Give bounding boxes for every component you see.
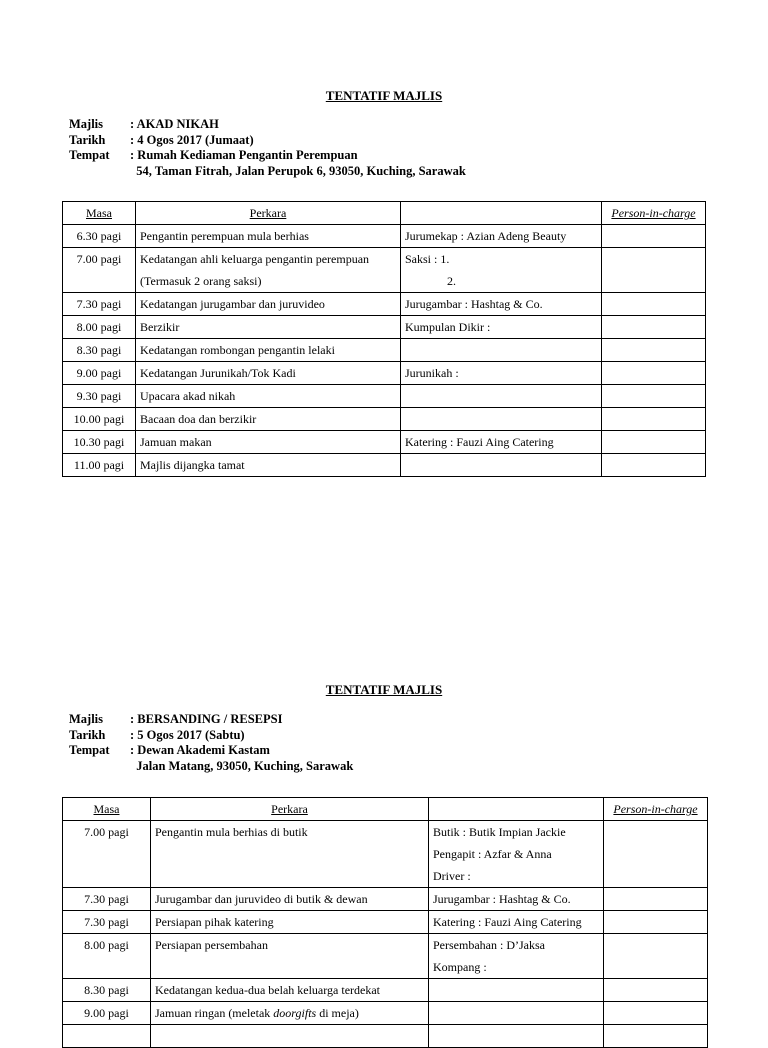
detail-line: [405, 385, 597, 407]
detail-cell: [429, 888, 604, 911]
detail-line: Butik : Butik Impian Jackie: [433, 825, 566, 839]
activity-line: Bacaan doa dan berzikir: [140, 412, 257, 426]
detail-cell: [429, 911, 604, 934]
activity-line: Kedatangan kedua-dua belah keluarga terdekat: [155, 983, 380, 997]
person-in-charge-cell: [602, 408, 706, 431]
column-header: Perkara: [136, 202, 401, 225]
person-in-charge-cell: [602, 362, 706, 385]
info-value: 54, Taman Fitrah, Jalan Perupok 6, 93050, Kuching, Sarawak: [130, 163, 466, 178]
person-in-charge-cell: [604, 979, 708, 1002]
detail-line: Kumpulan Dikir :: [405, 320, 491, 334]
activity-line: Kedatangan jurugambar dan juruvideo: [140, 297, 325, 311]
detail-cell: [429, 1002, 604, 1025]
activity-cell: [136, 316, 401, 339]
detail-line: Persembahan : D’Jaksa: [433, 938, 545, 952]
activity-line: Kedatangan rombongan pengantin lelaki: [140, 343, 335, 357]
time-cell: 7.30 pagi: [63, 888, 151, 911]
column-header: Masa: [63, 202, 136, 225]
schedule-table: [62, 797, 708, 1048]
detail-cell: [429, 1025, 604, 1048]
table-row: [63, 293, 706, 316]
column-header: Person-in-charge: [604, 798, 708, 821]
detail-line: Jurugambar : Hashtag & Co.: [433, 892, 571, 906]
schedule-table: [62, 201, 706, 477]
detail-line: [405, 339, 597, 361]
person-in-charge-cell: [602, 225, 706, 248]
person-in-charge-cell: [602, 316, 706, 339]
person-in-charge-cell: [602, 293, 706, 316]
person-in-charge-cell: [604, 934, 708, 979]
info-value: : AKAD NIKAH: [130, 117, 219, 131]
person-in-charge-cell: [602, 454, 706, 477]
activity-line: (Termasuk 2 orang saksi): [140, 274, 262, 288]
person-in-charge-cell: [602, 248, 706, 293]
activity-cell: [151, 1002, 429, 1025]
person-in-charge-cell: [604, 888, 708, 911]
activity-line: Jamuan makan: [140, 435, 212, 449]
detail-cell: [401, 385, 602, 408]
info-value: : BERSANDING / RESEPSI: [130, 712, 283, 726]
detail-line: Jurugambar : Hashtag & Co.: [405, 297, 543, 311]
detail-cell: [429, 821, 604, 888]
time-cell: 9.00 pagi: [63, 362, 136, 385]
info-label: Tempat: [69, 743, 110, 757]
activity-line: Pengantin perempuan mula berhias: [140, 229, 309, 243]
detail-cell: [401, 293, 602, 316]
time-cell: 9.30 pagi: [63, 385, 136, 408]
table-row: [63, 454, 706, 477]
info-label: Tarikh: [69, 132, 106, 147]
column-header: Perkara: [151, 798, 429, 821]
time-cell: 10.00 pagi: [63, 408, 136, 431]
person-in-charge-cell: [604, 1025, 708, 1048]
activity-cell: [136, 225, 401, 248]
detail-line: Driver :: [433, 869, 471, 883]
activity-line: Majlis dijangka tamat: [140, 458, 245, 472]
activity-cell: [136, 339, 401, 362]
detail-line: [405, 408, 597, 430]
detail-line: Kompang :: [433, 960, 487, 974]
time-cell: 7.30 pagi: [63, 911, 151, 934]
activity-cell: [136, 385, 401, 408]
info-value: : 5 Ogos 2017 (Sabtu): [130, 727, 245, 742]
activity-line: Persiapan pihak katering: [155, 915, 274, 929]
table-row: [63, 888, 708, 911]
activity-line: Pengantin mula berhias di butik: [155, 825, 308, 839]
time-cell: 8.30 pagi: [63, 979, 151, 1002]
table-row: [63, 316, 706, 339]
activity-cell: [151, 934, 429, 979]
column-header: Masa: [63, 798, 151, 821]
time-cell: 7.00 pagi: [63, 821, 151, 888]
activity-line: Kedatangan Jurunikah/Tok Kadi: [140, 366, 296, 380]
detail-line: [433, 1002, 599, 1024]
table-header-row: [63, 202, 706, 225]
table-row: [63, 248, 706, 293]
time-cell: 8.00 pagi: [63, 934, 151, 979]
time-cell: [63, 1025, 151, 1048]
table-row: [63, 362, 706, 385]
info-value: : Rumah Kediaman Pengantin Perempuan: [130, 148, 358, 162]
info-label: Majlis: [69, 712, 104, 726]
column-header: [401, 202, 602, 225]
table-row: [63, 339, 706, 362]
detail-cell: [401, 408, 602, 431]
info-value: Jalan Matang, 93050, Kuching, Sarawak: [130, 758, 354, 773]
person-in-charge-cell: [602, 339, 706, 362]
detail-line: 2.: [447, 274, 456, 288]
detail-cell: [429, 934, 604, 979]
time-cell: 6.30 pagi: [63, 225, 136, 248]
table-row: [63, 1002, 708, 1025]
time-cell: 11.00 pagi: [63, 454, 136, 477]
detail-cell: [429, 979, 604, 1002]
table-row: [63, 385, 706, 408]
person-in-charge-cell: [602, 431, 706, 454]
time-cell: 7.00 pagi: [63, 248, 136, 293]
activity-cell: [136, 454, 401, 477]
activity-cell: [151, 911, 429, 934]
section-title: TENTATIF MAJLIS: [325, 682, 443, 697]
event-info: [69, 117, 466, 179]
table-row: [63, 979, 708, 1002]
activity-cell: [136, 408, 401, 431]
info-label: Tempat: [69, 148, 110, 162]
info-label: [69, 759, 130, 775]
detail-cell: [401, 316, 602, 339]
table-row: [63, 911, 708, 934]
detail-line: [405, 454, 597, 476]
detail-cell: [401, 431, 602, 454]
activity-line: Jamuan ringan (meletak doorgifts di meja): [155, 1006, 359, 1020]
table-row: [63, 1025, 708, 1048]
activity-cell: [151, 821, 429, 888]
activity-cell: [136, 431, 401, 454]
activity-cell: [151, 979, 429, 1002]
table-row: [63, 431, 706, 454]
info-label: Tarikh: [69, 727, 106, 742]
activity-line: Upacara akad nikah: [140, 389, 236, 403]
activity-cell: [151, 1025, 429, 1048]
activity-cell: [136, 362, 401, 385]
person-in-charge-cell: [602, 385, 706, 408]
column-header: [429, 798, 604, 821]
detail-line: [433, 979, 599, 1001]
detail-line: Jurumekap : Azian Adeng Beauty: [405, 229, 567, 243]
detail-cell: [401, 248, 602, 293]
detail-cell: [401, 454, 602, 477]
detail-cell: [401, 225, 602, 248]
activity-cell: [151, 888, 429, 911]
person-in-charge-cell: [604, 821, 708, 888]
person-in-charge-cell: [604, 1002, 708, 1025]
detail-line: Katering : Fauzi Aing Catering: [405, 435, 554, 449]
detail-cell: [401, 362, 602, 385]
activity-cell: [136, 248, 401, 293]
detail-cell: [401, 339, 602, 362]
time-cell: 8.00 pagi: [63, 316, 136, 339]
table-row: [63, 408, 706, 431]
info-value: : 4 Ogos 2017 (Jumaat): [130, 132, 254, 147]
detail-line: Saksi : 1.: [405, 252, 450, 266]
activity-line: Kedatangan ahli keluarga pengantin perempuan: [140, 252, 370, 266]
section-title: TENTATIF MAJLIS: [325, 88, 443, 103]
detail-line: Jurunikah :: [405, 366, 459, 380]
activity-line: Berzikir: [140, 320, 180, 334]
time-cell: 7.30 pagi: [63, 293, 136, 316]
activity-line: Jurugambar dan juruvideo di butik & dewan: [155, 892, 368, 906]
detail-line: Katering : Fauzi Aing Catering: [433, 915, 582, 929]
table-row: [63, 821, 708, 888]
activity-line: Persiapan persembahan: [155, 938, 268, 952]
activity-cell: [136, 293, 401, 316]
event-info: [69, 712, 353, 774]
info-label: Majlis: [69, 117, 104, 131]
detail-line: Pengapit : Azfar & Anna: [433, 847, 552, 861]
activity-line: [155, 1025, 424, 1047]
time-cell: 9.00 pagi: [63, 1002, 151, 1025]
detail-line: [433, 1025, 599, 1047]
info-value: : Dewan Akademi Kastam: [130, 743, 270, 757]
table-row: [63, 934, 708, 979]
person-in-charge-cell: [604, 911, 708, 934]
column-header: Person-in-charge: [602, 202, 706, 225]
time-cell: 8.30 pagi: [63, 339, 136, 362]
table-row: [63, 225, 706, 248]
info-label: [69, 164, 130, 180]
table-header-row: [63, 798, 708, 821]
time-cell: 10.30 pagi: [63, 431, 136, 454]
